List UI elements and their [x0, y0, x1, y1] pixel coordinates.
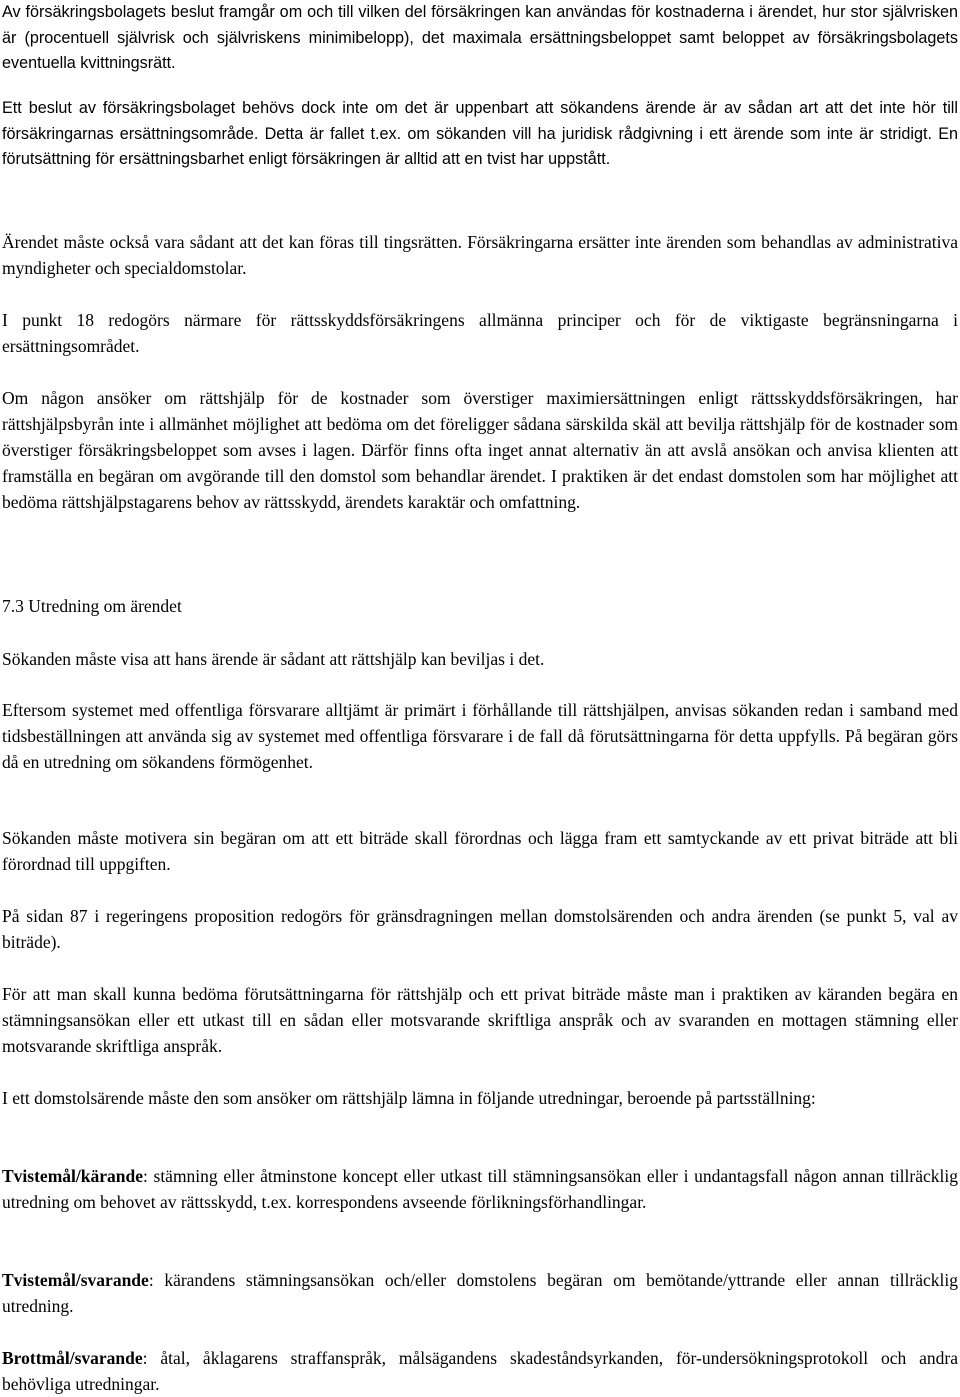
definition-text: : kärandens stämningsansökan och/eller domstolens begäran om bemötande/yttrande eller annan tillräcklig utredning.: [2, 1270, 958, 1316]
paragraph-exceeding-costs: Om någon ansöker om rättshjälp för de kostnader som överstiger maximiersättningen enligt rättsskyddsförsäkringen, har rättshjälpsbyrån inte i allmänhet möjlighet att bedöma om det föreligger sådana särskilda skäl att bevilja rättshjälp för de kostnader som överstiger försäkringsbeloppet som avses i lagen. Därför finns ofta inget annat alternativ än att avslå ansökan och anvisa klienten att framställa en begäran om avgörande till den domstol som behandlar ärendet. I praktiken är det endast domstolen som har möjlighet att bedöma rättshjälpstagarens behov av rättsskydd, ärendets karaktär och omfattning.: [2, 388, 958, 512]
paragraph-point-18: I punkt 18 redogörs närmare för rättsskyddsförsäkringens allmänna principer och för de viktigaste begränsningarna i ersättningsområdet.: [2, 310, 958, 356]
definition-text: : stämning eller åtminstone koncept eller utkast till stämningsansökan eller i undantagsfall någon annan tillräcklig utredning om behovet av rättsskydd, t.ex. korrespondens avseende förlikningsförhandlingar.: [2, 1166, 958, 1212]
paragraph-court-requirement: Ärendet måste också vara sådant att det kan föras till tingsrätten. Försäkringarna ersätter inte ärenden som behandlas av administrativa myndigheter och specialdomstolar.: [2, 232, 958, 278]
definition-term: Brottmål/svarande: [2, 1348, 143, 1368]
paragraph-assess-conditions: För att man skall kunna bedöma förutsättningarna för rättshjälp och ett privat biträde måste man i praktiken av käranden begära en stämningsansökan eller ett utkast till en sådan eller motsvarande skriftliga anspråk och av svaranden en mottagen stämning eller motsvarande skriftliga anspråk.: [2, 984, 958, 1056]
definition-item: [2, 1163, 958, 1215]
definition-term: Tvistemål/kärande: [2, 1166, 143, 1186]
section-heading: 7.3 Utredning om ärendet: [2, 596, 182, 616]
paragraph-public-defenders: Eftersom systemet med offentliga försvarare alltjämt är primärt i förhållande till rättshjälpen, anvisas sökanden redan i samband med tidsbeställningen att använda sig av systemet med offentliga försvarare i de fall då förutsättningarna för detta uppfylls. På begäran görs då en utredning om sökandens förmögenhet.: [2, 700, 958, 772]
paragraph-insurance-decision: Av försäkringsbolagets beslut framgår om och till vilken del försäkringen kan användas för kostnaderna i ärendet, hur stor självrisken är (procentuell självrisk och självriskens minimibelopp), det maximala ersättningsbeloppet samt beloppet av försäkringsbolagets eventuella kvittningsrätt.: [2, 3, 958, 72]
paragraph-court-case-reports: I ett domstolsärende måste den som ansöker om rättshjälp lämna in följande utredningar, beroende på partsställning:: [2, 1088, 816, 1108]
paragraph-motivate-request: Sökanden måste motivera sin begäran om att ett biträde skall förordnas och lägga fram ett samtyckande av ett privat biträde att bli förordnad till uppgiften.: [2, 828, 958, 874]
paragraph-applicant-must-show: Sökanden måste visa att hans ärende är sådant att rättshjälp kan beviljas i det.: [2, 649, 545, 669]
definition-text: : åtal, åklagarens straffanspråk, målsägandens skadeståndsyrkanden, för-undersökningsprotokoll och andra behövliga utredningar.: [2, 1348, 958, 1394]
definition-item: [2, 1345, 958, 1397]
definition-item: [2, 1267, 958, 1319]
definition-term: Tvistemål/svarande: [2, 1270, 149, 1290]
paragraph-government-proposition: På sidan 87 i regeringens proposition redogörs för gränsdragningen mellan domstolsärenden och andra ärenden (se punkt 5, val av biträde).: [2, 906, 958, 952]
paragraph-decision-not-needed: Ett beslut av försäkringsbolaget behövs dock inte om det är uppenbart att sökandens ärende är av sådan art att det inte hör till försäkringarnas ersättningsområde. Detta är fallet t.ex. om sökanden vill ha juridisk rådgivning i ett ärende som inte är stridigt. En förutsättning för ersättningsbarhet enligt försäkringen är alltid att en tvist har uppstått.: [2, 99, 958, 168]
